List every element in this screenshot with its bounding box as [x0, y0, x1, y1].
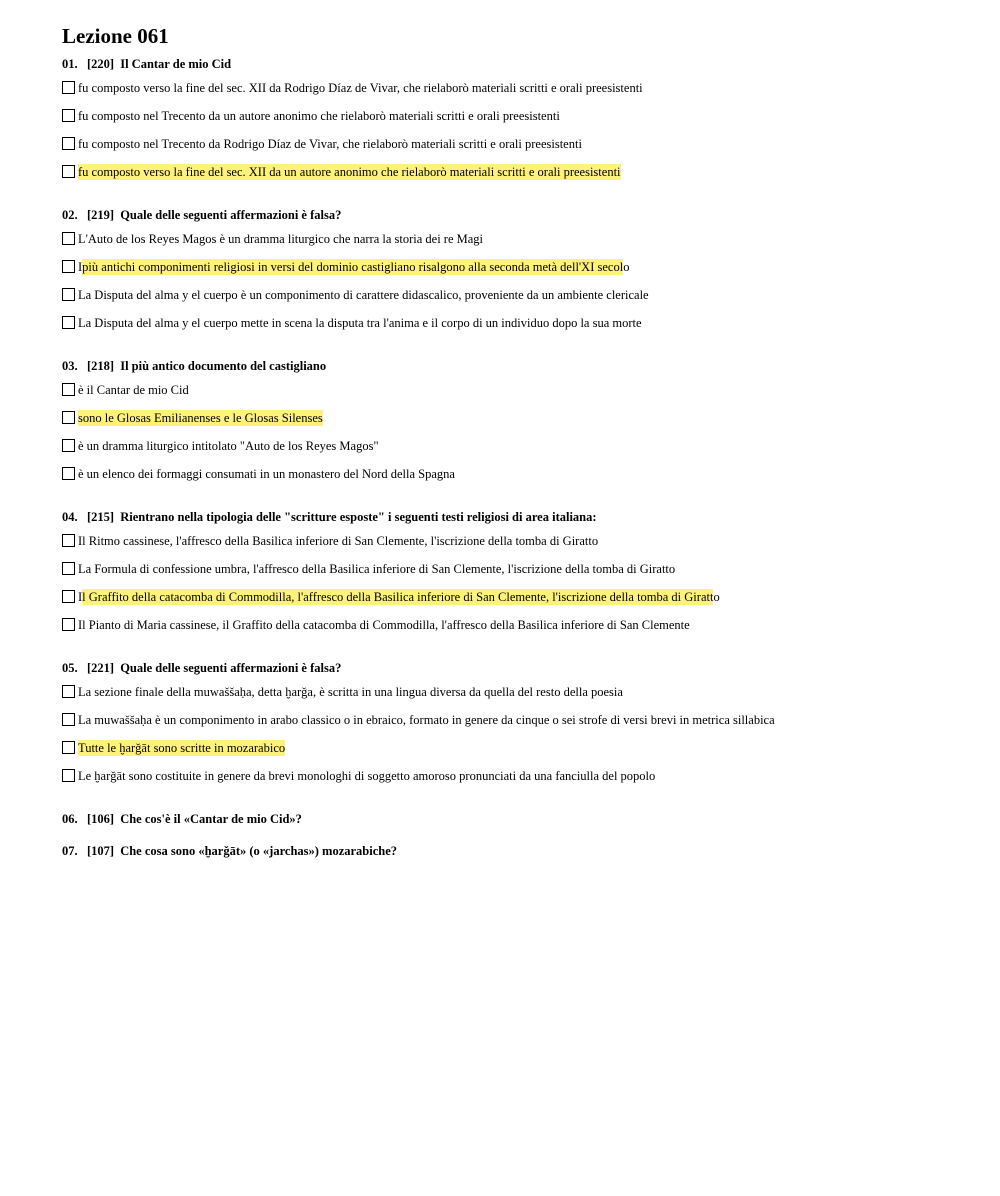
question-list — [62, 55, 962, 860]
option-text: fu composto nel Trecento da Rodrigo Díaz de Vivar, che rielaborò materiali scritti e orali preesistenti — [78, 137, 582, 151]
answer-checkbox[interactable] — [62, 383, 75, 396]
answer-checkbox[interactable] — [62, 534, 75, 547]
question-heading — [62, 810, 962, 828]
option-text: è un dramma liturgico intitolato "Auto de los Reyes Magos" — [78, 439, 379, 453]
question-block — [62, 659, 962, 796]
answer-checkbox[interactable] — [62, 685, 75, 698]
answer-checkbox[interactable] — [62, 81, 75, 94]
question-number: 03. — [62, 359, 78, 373]
answer-option[interactable] — [62, 533, 962, 561]
option-text: Il Ritmo cassinese, l'affresco della Basilica inferiore di San Clemente, l'iscrizione della tomba di Giratto — [78, 534, 599, 548]
answer-option[interactable] — [62, 382, 962, 410]
option-text: La Disputa del alma y el cuerpo mette in scena la disputa tra l'anima e il corpo di un individuo dopo la sua morte — [78, 316, 642, 330]
option-text: La sezione finale della muwaššaḥa, detta ḫarǧa, è scritta in una lingua diversa da quella del resto della poesia — [78, 685, 623, 699]
answer-checkbox[interactable] — [62, 590, 75, 603]
answer-option[interactable] — [62, 136, 962, 164]
option-text: è un elenco dei formaggi consumati in un monastero del Nord della Spagna — [78, 467, 455, 481]
option-text: I — [78, 590, 83, 604]
question-code: [220] — [87, 57, 115, 71]
question-heading — [62, 357, 962, 375]
answer-option[interactable] — [62, 438, 962, 466]
answer-option[interactable] — [62, 231, 962, 259]
answer-option[interactable] — [62, 164, 962, 192]
answer-checkbox[interactable] — [62, 769, 75, 782]
question-code: [219] — [87, 208, 115, 222]
question-number: 02. — [62, 208, 78, 222]
answer-checkbox[interactable] — [62, 316, 75, 329]
question-number: 07. — [62, 844, 78, 858]
question-text: Il più antico documento del castigliano — [120, 359, 327, 373]
option-text-highlighted: l Graffito della catacomba di Commodilla, l'affresco della Basilica inferiore di San Clemente, l'iscrizione della tomba di Giratt — [82, 590, 714, 604]
question-block — [62, 55, 962, 192]
question-number: 04. — [62, 510, 78, 524]
option-text: La Disputa del alma y el cuerpo è un componimento di carattere didascalico, proveniente da un ambiente clericale — [78, 288, 649, 302]
answer-option[interactable] — [62, 466, 962, 494]
question-number: 05. — [62, 661, 78, 675]
question-heading — [62, 659, 962, 677]
question-code: [221] — [87, 661, 115, 675]
question-text: Il Cantar de mio Cid — [120, 57, 232, 71]
answer-checkbox[interactable] — [62, 137, 75, 150]
answer-option[interactable] — [62, 712, 962, 740]
question-heading — [62, 206, 962, 224]
question-heading — [62, 55, 962, 73]
option-text-highlighted: più antichi componimenti religiosi in versi del dominio castigliano risalgono alla seconda metà dell'XI secol — [82, 260, 624, 274]
answer-option[interactable] — [62, 287, 962, 315]
option-text: fu composto verso la fine del sec. XII da Rodrigo Díaz de Vivar, che rielaborò materiali scritti e orali preesistenti — [78, 81, 643, 95]
question-block — [62, 842, 962, 860]
option-text: o — [623, 260, 630, 274]
question-block — [62, 206, 962, 343]
option-text: Il Pianto di Maria cassinese, il Graffito della catacomba di Commodilla, l'affresco della Basilica inferiore di San Clemente — [78, 618, 690, 632]
option-text: La muwaššaḥa è un componimento in arabo classico o in ebraico, formato in genere da cinque o sei strofe di versi brevi in metrica sillabica — [78, 713, 775, 727]
option-text: L'Auto de los Reyes Magos è un dramma liturgico che narra la storia dei re Magi — [78, 232, 484, 246]
answer-option[interactable] — [62, 617, 962, 645]
answer-option[interactable] — [62, 684, 962, 712]
answer-checkbox[interactable] — [62, 467, 75, 480]
answer-option[interactable] — [62, 589, 962, 617]
answer-checkbox[interactable] — [62, 713, 75, 726]
document-page — [62, 22, 962, 874]
page-title: Lezione 061 — [62, 24, 169, 48]
answer-option[interactable] — [62, 740, 962, 768]
question-text: Che cos'è il «Cantar de mio Cid»? — [120, 812, 302, 826]
answer-option[interactable] — [62, 768, 962, 796]
answer-option[interactable] — [62, 80, 962, 108]
question-code: [215] — [87, 510, 115, 524]
answer-option[interactable] — [62, 410, 962, 438]
question-block — [62, 810, 962, 828]
question-block — [62, 357, 962, 494]
question-heading — [62, 842, 962, 860]
answer-option[interactable] — [62, 315, 962, 343]
answer-checkbox[interactable] — [62, 411, 75, 424]
answer-checkbox[interactable] — [62, 741, 75, 754]
question-number: 06. — [62, 812, 78, 826]
option-text: o — [713, 590, 720, 604]
answer-checkbox[interactable] — [62, 439, 75, 452]
question-code: [218] — [87, 359, 115, 373]
option-text: La Formula di confessione umbra, l'affresco della Basilica inferiore di San Clemente, l'iscrizione della tomba di Giratto — [78, 562, 676, 576]
answer-checkbox[interactable] — [62, 562, 75, 575]
option-text-highlighted: sono le Glosas Emilianenses e le Glosas Silenses — [78, 411, 323, 425]
question-heading — [62, 508, 962, 526]
question-text: Rientrano nella tipologia delle "scritture esposte" i seguenti testi religiosi di area italiana: — [120, 510, 597, 524]
question-block — [62, 508, 962, 645]
option-text: è il Cantar de mio Cid — [78, 383, 189, 397]
question-text: Che cosa sono «ḫarǧāt» (o «jarchas») mozarabiche? — [120, 844, 398, 858]
answer-checkbox[interactable] — [62, 109, 75, 122]
answer-checkbox[interactable] — [62, 165, 75, 178]
option-text-highlighted: fu composto verso la fine del sec. XII da un autore anonimo che rielaborò materiali scritti e orali preesistenti — [78, 165, 621, 179]
answer-option[interactable] — [62, 561, 962, 589]
question-code: [107] — [87, 844, 115, 858]
answer-checkbox[interactable] — [62, 260, 75, 273]
answer-checkbox[interactable] — [62, 618, 75, 631]
option-text: I — [78, 260, 83, 274]
question-number: 01. — [62, 57, 78, 71]
question-code: [106] — [87, 812, 115, 826]
answer-checkbox[interactable] — [62, 232, 75, 245]
option-text: fu composto nel Trecento da un autore anonimo che rielaborò materiali scritti e orali preesistenti — [78, 109, 560, 123]
answer-option[interactable] — [62, 259, 962, 287]
answer-checkbox[interactable] — [62, 288, 75, 301]
option-text-highlighted: Tutte le ḫarǧāt sono scritte in mozarabico — [78, 741, 286, 755]
question-text: Quale delle seguenti affermazioni è falsa? — [120, 208, 342, 222]
question-text: Quale delle seguenti affermazioni è falsa? — [120, 661, 342, 675]
answer-option[interactable] — [62, 108, 962, 136]
option-text: Le ḫarǧāt sono costituite in genere da brevi monologhi di soggetto amoroso pronunciati da una fanciulla del popolo — [78, 769, 656, 783]
